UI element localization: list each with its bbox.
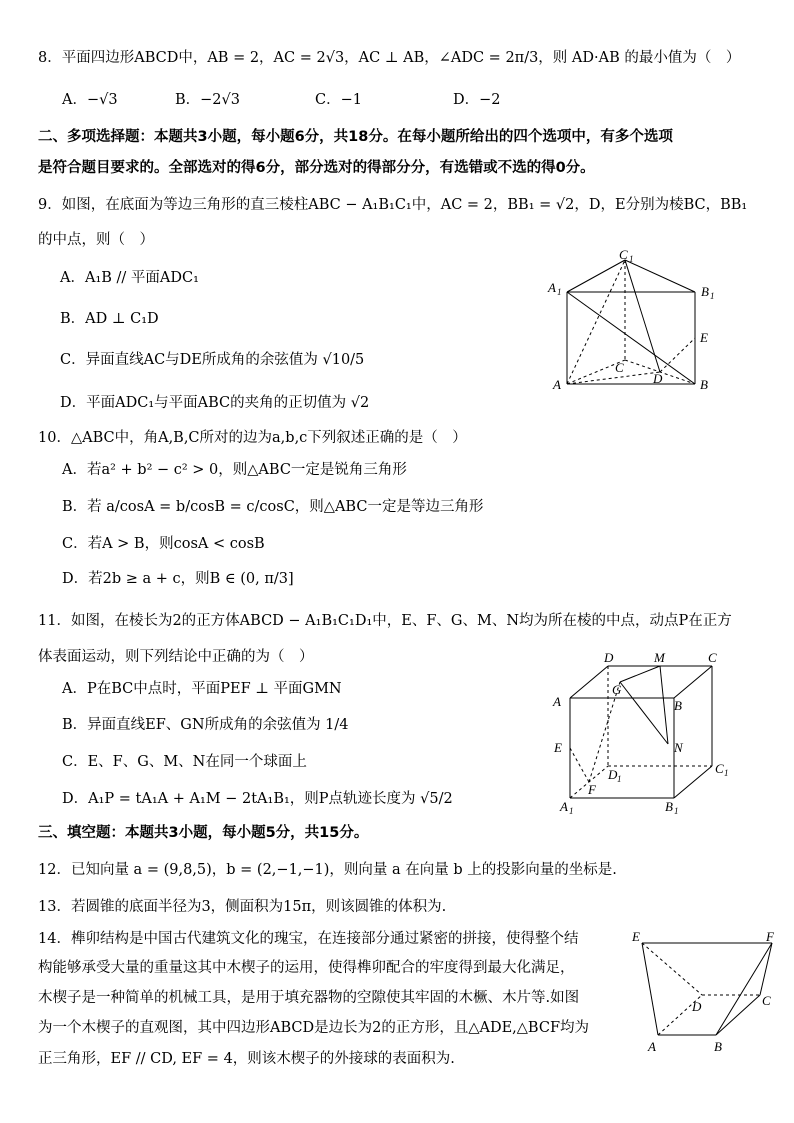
cube-label-g: G [612, 682, 622, 697]
q14-line3: 木楔子是一种简单的机械工具，是用于填充器物的空隙使其牢固的木橛、木片等.如图 [38, 990, 580, 1006]
q11-stem-line1: 11．如图，在棱长为2的正方体ABCD − A₁B₁C₁D₁中，E、F、G、M、N均为所在棱的中点，动点P在正方 [38, 613, 732, 629]
wedge-label-a: A [648, 1039, 656, 1054]
cube-label-c1: C [715, 761, 724, 776]
q8-option-d: D．−2 [453, 92, 501, 108]
q10-option-b: B．若 a/cosA = b/cosB = c/cosC，则△ABC一定是等边三角形 [62, 499, 484, 515]
cube-label-n: N [674, 740, 683, 755]
cube-label-f: F [588, 782, 596, 797]
q11-option-d: D．A₁P = tA₁A + A₁M − 2tA₁B₁，则P点轨迹长度为 √5/2 [62, 791, 453, 807]
prism-label-d: D [653, 371, 663, 386]
cube-label-m: M [654, 650, 665, 665]
cube-label-b: B [674, 698, 682, 713]
q9-option-a: A．A₁B // 平面ADC₁ [60, 270, 199, 286]
q10-option-c: C．若A > B，则cosA < cosB [62, 536, 265, 552]
prism-figure [545, 248, 725, 398]
prism-label-c1: C [619, 248, 628, 262]
cube-label-a1-sub: 1 [569, 806, 574, 816]
prism-label-b: B [700, 377, 708, 392]
cube-label-b1: B [665, 799, 673, 814]
cube-label-a: A [553, 694, 561, 709]
q12-text: 12．已知向量 a = (9,8,5)，b = (2,−1,−1)，则向量 a 在向量 b 上的投影向量的坐标是. [38, 862, 617, 878]
prism-label-a1: A [548, 280, 556, 295]
q9-option-d: D．平面ADC₁与平面ABC的夹角的正切值为 √2 [60, 395, 370, 411]
section2-heading-line2: 是符合题目要求的。全部选对的得6分，部分选对的得部分分，有选错或不选的得0分。 [38, 160, 595, 176]
q8-stem: 8．平面四边形ABCD中，AB = 2，AC = 2√3，AC ⊥ AB，∠ADC = 2π/3，则 AD·AB 的最小值为（ ） [38, 50, 741, 66]
q8-option-a: A．−√3 [62, 92, 118, 108]
prism-label-e: E [700, 330, 708, 345]
q8-option-b: B．−2√3 [175, 92, 240, 108]
wedge-figure [628, 925, 788, 1065]
q10-option-a: A．若a² + b² − c² > 0，则△ABC一定是锐角三角形 [62, 462, 407, 478]
prism-label-b1: B [701, 284, 709, 299]
cube-label-a1: A [560, 799, 568, 814]
q10-option-d: D．若2b ≥ a + c，则B ∈ (0, π/3] [62, 571, 294, 587]
wedge-label-c: C [762, 993, 771, 1008]
q8-option-c: C．−1 [315, 92, 362, 108]
cube-label-e: E [554, 740, 562, 755]
wedge-label-f: F [766, 929, 774, 944]
prism-label-b1-sub: 1 [710, 291, 715, 301]
prism-label-a1-sub: 1 [557, 287, 562, 297]
q11-option-c: C．E、F、G、M、N在同一个球面上 [62, 754, 307, 770]
cube-label-b1-sub: 1 [674, 806, 679, 816]
q9-stem-line1: 9．如图，在底面为等边三角形的直三棱柱ABC − A₁B₁C₁中，AC = 2，BB₁ = √2，D，E分别为棱BC，BB₁ [38, 197, 748, 213]
q9-option-b: B．AD ⊥ C₁D [60, 311, 159, 327]
wedge-label-e: E [632, 929, 640, 944]
wedge-label-d: D [692, 999, 702, 1014]
cube-label-d1: D [608, 767, 618, 782]
q13-text: 13．若圆锥的底面半径为3，侧面积为15π，则该圆锥的体积为. [38, 899, 447, 915]
q9-stem-line2: 的中点，则（ ） [38, 232, 154, 248]
wedge-label-b: B [714, 1039, 722, 1054]
q11-option-b: B．异面直线EF、GN所成角的余弦值为 1/4 [62, 717, 349, 733]
q10-stem: 10．△ABC中，角A,B,C所对的边为a,b,c下列叙述正确的是（ ） [38, 430, 467, 446]
cube-label-d: D [604, 650, 614, 665]
q14-line2: 构能够承受大量的重量这其中木楔子的运用，使得榫卯配合的牢度得到最大化满足， [38, 960, 575, 976]
q11-option-a: A．P在BC中点时，平面PEF ⊥ 平面GMN [62, 681, 342, 697]
prism-label-a: A [553, 377, 561, 392]
cube-label-c: C [708, 650, 717, 665]
cube-label-d1-sub: 1 [617, 774, 622, 784]
q14-line1: 14．榫卯结构是中国古代建筑文化的瑰宝，在连接部分通过紧密的拼接，使得整个结 [38, 931, 579, 947]
cube-label-c1-sub: 1 [724, 768, 729, 778]
prism-label-c1-sub: 1 [629, 254, 634, 264]
q14-line4: 为一个木楔子的直观图，其中四边形ABCD是边长为2的正方形，且△ADE,△BCF均为 [38, 1020, 590, 1036]
q9-option-c: C．异面直线AC与DE所成角的余弦值为 √10/5 [60, 352, 365, 368]
q11-stem-line2: 体表面运动，则下列结论中正确的为（ ） [38, 649, 314, 665]
cube-figure [550, 648, 740, 818]
prism-label-c: C [615, 360, 624, 375]
q14-line5: 正三角形，EF // CD, EF = 4，则该木楔子的外接球的表面积为. [38, 1051, 455, 1067]
section2-heading-line1: 二、多项选择题：本题共3小题，每小题6分，共18分。在每小题所给出的四个选项中，有多个选项 [38, 129, 673, 145]
section3-heading: 三、填空题：本题共3小题，每小题5分，共15分。 [38, 825, 369, 841]
